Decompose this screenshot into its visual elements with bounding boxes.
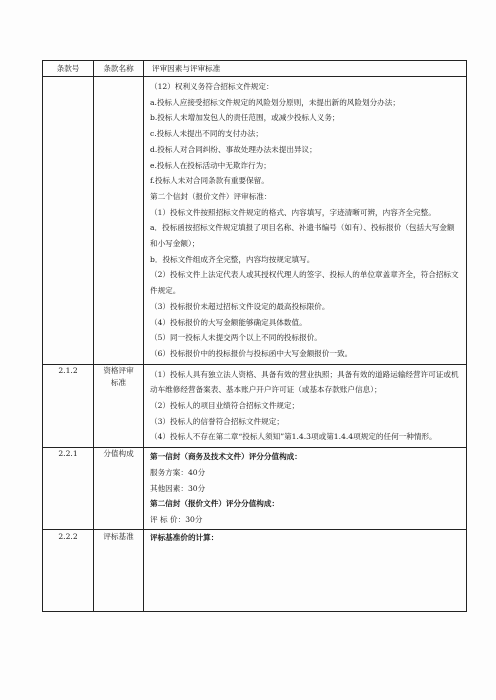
cell-criteria-continued [144,77,467,365]
criteria-paragraph: （1）投标人具有独立法人资格、具备有效的营业执照；具备有效的道路运输经营许可证或机动车维修经营备案表、基本账户开户许可证（或基本存款账户信息）； [150,369,459,395]
criteria-line: e.投标人在投标活动中无欺诈行为； [150,160,271,170]
score-heading: 第二信封（报价文件）评分分值构成： [150,499,280,509]
clause-number: 2.2.2 [43,529,94,612]
header-clause-name: 条款名称 [94,61,144,77]
clause-name: 评标基准 [94,529,144,612]
header-clause-number: 条款号 [43,61,94,77]
clause-name: 分值构成 [94,448,144,530]
table-row-2-1-2 [43,364,467,448]
benchmark-heading: 评标基准价的计算： [150,532,219,542]
criteria-line: （6）投标报价中的投标报价与投标函中大写金额报价一致。 [150,348,353,358]
criteria-heading: 第二个信封（报价文件）评审标准： [150,191,272,201]
criteria-line: （2）投标人的项目业绩符合招标文件规定； [150,401,300,411]
criteria-line: （5）同一投标人未提交两个以上不同的投标报价。 [150,333,322,343]
score-heading: 第一信封（商务及技术文件）评分分值构成： [150,452,302,462]
score-other: 其他因素：30分 [150,483,206,493]
table-row-2-2-2 [43,529,467,612]
criteria-line: （4）投标报价的大写金额能够确定具体数值。 [150,317,307,327]
criteria-line: d.投标人对合同纠纷、事故处理办法未提出异议； [150,144,317,154]
header-criteria: 评审因素与评审标准 [144,61,467,77]
table-row-continued [43,77,467,365]
clause-number: 2.1.2 [43,364,94,448]
table-row-2-2-1 [43,448,467,530]
cell-score-composition [144,448,467,530]
cell-number-empty [43,77,94,365]
score-service: 服务方案：40分 [150,467,206,477]
criteria-paragraph: （2）投标文件上法定代表人或其授权代理人的签字、投标人的单位章盖章齐全，符合招标文件规定。 [150,270,459,296]
criteria-line: c.投标人未提出不同的支付办法； [150,129,263,139]
clause-number: 2.2.1 [43,448,94,530]
criteria-line: a.投标人应接受招标文件规定的风险划分原则，未提出新的风险划分办法； [150,97,400,107]
score-price: 评 标 价：30分 [150,514,203,524]
cell-name-empty [94,77,144,365]
criteria-paragraph: （1）投标文件按照招标文件规定的格式、内容填写，字迹清晰可辨，内容齐全完整。 [150,207,436,217]
criteria-line: （12）权利义务符合招标文件规定： [150,82,274,91]
criteria-line: b．投标文件组成齐全完整，内容均按规定填写。 [150,254,315,264]
cell-qualification-criteria [144,364,467,448]
criteria-line: （3）投标报价未超过招标文件设定的最高投标限价。 [150,301,330,311]
criteria-line: b.投标人未增加发包人的责任范围，或减少投标人义务； [150,113,340,123]
criteria-line: （3）投标人的信誉符合招标文件规定； [150,416,284,426]
criteria-paragraph: （4）投标人不存在第二章“投标人须知”第1.4.3项或第1.4.4项规定的任何一种情形。 [150,432,437,442]
evaluation-criteria-table [42,60,467,612]
table-header-row [43,61,467,77]
clause-name: 资格评审标准 [94,364,144,448]
criteria-line: f.投标人未对合同条款有重要保留。 [150,176,269,186]
criteria-paragraph: a．投标函按招标文件规定填报了项目名称、补遗书编号（如有）、投标报价（包括大写金额和小写金额）； [150,223,455,249]
cell-benchmark [144,529,467,612]
